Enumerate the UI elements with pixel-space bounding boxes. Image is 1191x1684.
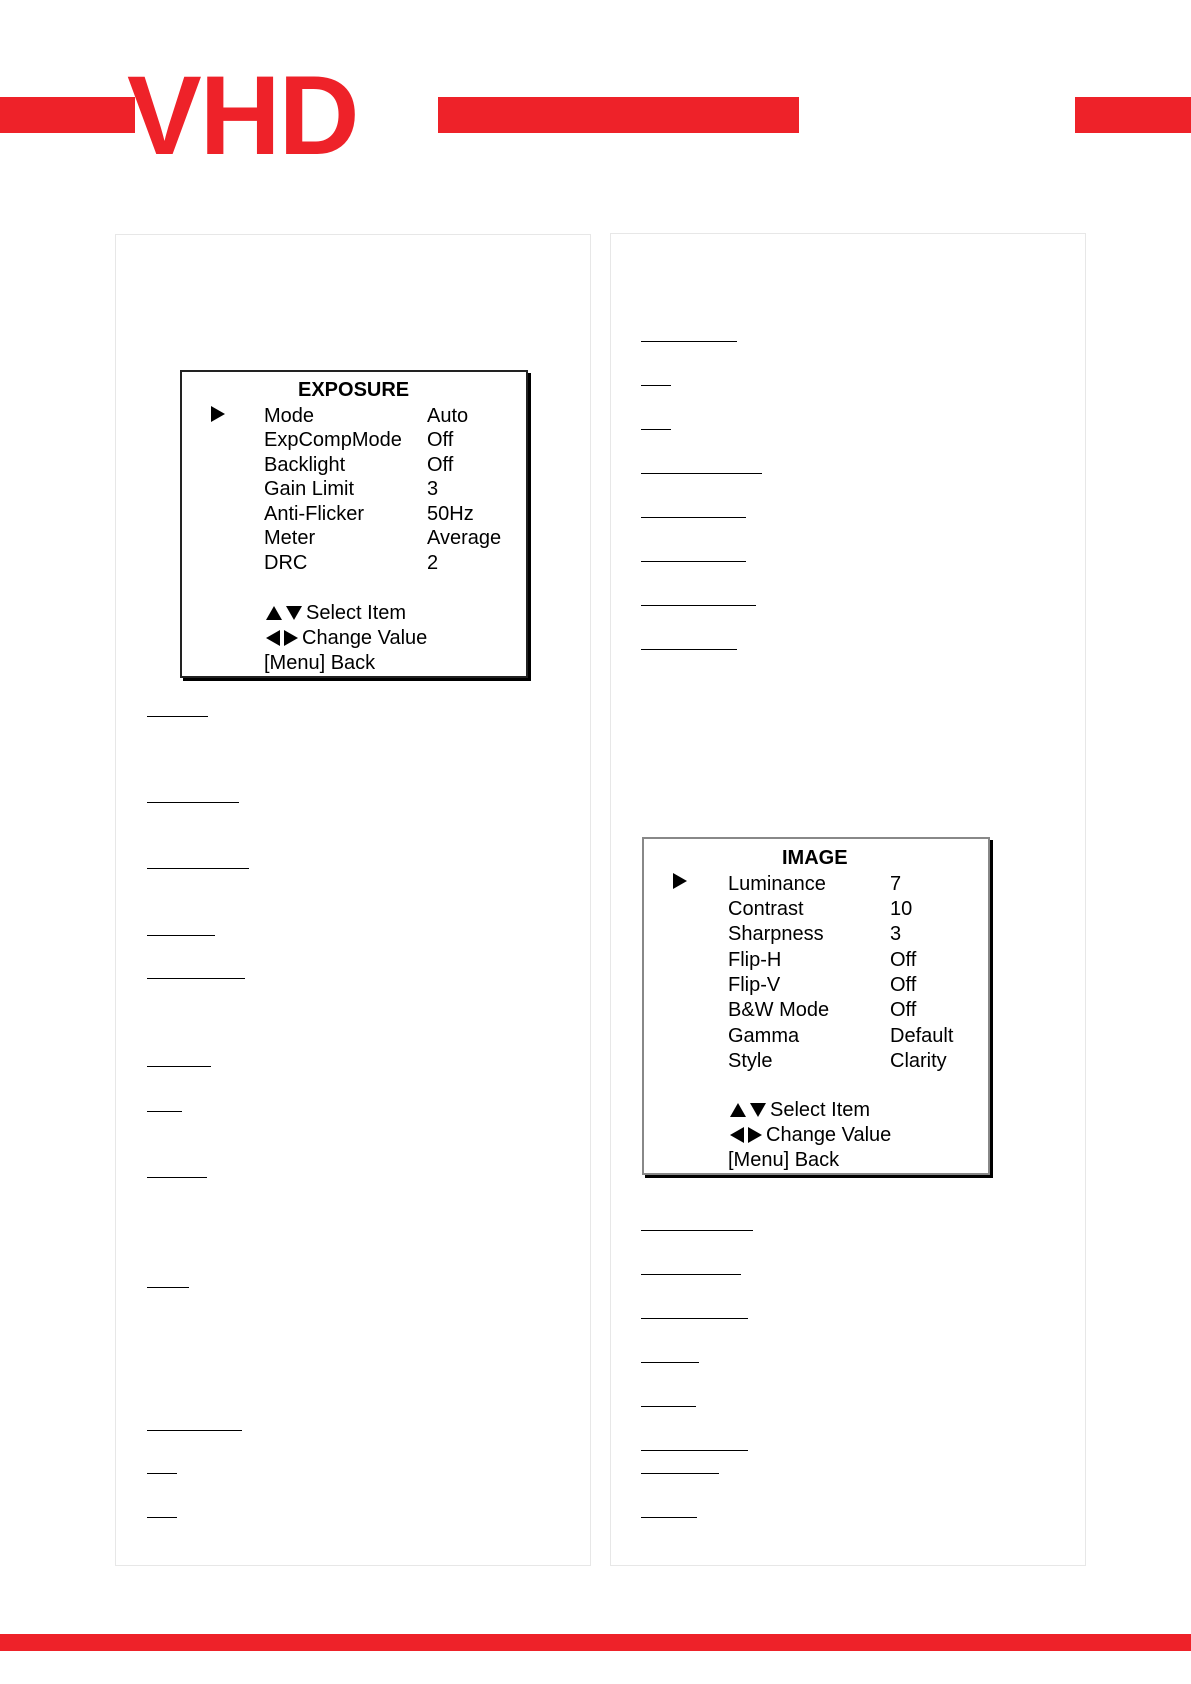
underline-mark [641,1274,741,1275]
underline-mark [641,1406,696,1407]
underline-mark [641,1450,748,1451]
underline-mark [147,1287,189,1288]
underline-mark [147,1066,211,1067]
underline-mark [147,868,249,869]
image-menu [642,837,990,1175]
underline-mark [641,649,737,650]
menu-item-label: Contrast [728,898,804,920]
hint-text: Select Item [770,1099,871,1121]
menu-item-label: Gamma [728,1025,800,1047]
back-hint: [Menu] Back [264,652,376,674]
menu-item-label: DRC [264,552,308,574]
arrow-left-icon [266,630,280,646]
arrow-left-icon [730,1127,744,1143]
hint-text: Change Value [302,627,428,649]
underline-mark [641,517,746,518]
menu-item-value: Default [890,1025,954,1047]
select-item-hint [266,602,406,624]
hint-text: Select Item [306,602,407,624]
menu-item-label: Flip-V [728,974,781,996]
menu-item-label: Mode [264,405,315,427]
arrow-up-icon [266,606,282,620]
underline-mark [641,1362,699,1363]
menu-item-label: B&W Mode [728,999,830,1021]
underline-mark [641,1473,719,1474]
underline-mark [147,802,239,803]
arrow-down-icon [286,606,302,620]
menu-item-value: Off [427,454,454,476]
menu-item-value: Off [890,974,917,996]
menu-item-label: Sharpness [728,923,824,945]
underline-mark [641,1230,753,1231]
underline-mark [147,1430,242,1431]
arrow-down-icon [750,1103,766,1117]
menu-item-value: Clarity [890,1050,947,1072]
menu-item-label: Meter [264,527,316,549]
menu-item-value: 3 [427,478,439,500]
menu-item-value: 10 [890,898,913,920]
underline-mark [147,1517,177,1518]
menu-item-value: 7 [890,873,902,895]
underline-mark [641,561,746,562]
underline-mark [147,1177,207,1178]
arrow-right-icon [748,1127,762,1143]
select-item-hint [730,1099,870,1121]
menu-item-label: Style [728,1050,773,1072]
exposure-menu [180,370,528,678]
menu-item-label: Luminance [728,873,826,895]
underline-mark [641,1318,748,1319]
underline-mark [147,1473,177,1474]
change-value-hint [730,1124,891,1146]
selection-pointer-icon [211,406,225,422]
underline-mark [641,385,671,386]
underline-mark [641,473,762,474]
menu-item-value: Off [890,949,917,971]
menu-item-value: 3 [890,923,902,945]
underline-mark [641,429,671,430]
vhd-logo: VHD [127,53,358,178]
menu-item-label: ExpCompMode [264,429,402,451]
change-value-hint [266,627,427,649]
back-hint: [Menu] Back [728,1149,840,1171]
menu-item-value: Off [427,429,454,451]
menu-item-label: Gain Limit [264,478,355,500]
menu-item-value: Auto [427,405,469,427]
menu-item-label: Anti-Flicker [264,503,365,525]
underline-mark [147,1111,182,1112]
underline-mark [147,716,208,717]
underline-mark [641,1517,697,1518]
exposure-menu-title: EXPOSURE [298,379,410,401]
hint-text: Change Value [766,1124,892,1146]
underline-mark [147,935,215,936]
header-bar-left [0,97,135,133]
footer-bar [0,1634,1191,1651]
underline-mark [641,605,756,606]
arrow-up-icon [730,1103,746,1117]
menu-item-label: Flip-H [728,949,782,971]
header-bar-right [1075,97,1191,133]
menu-item-value: Average [427,527,502,549]
image-menu-title: IMAGE [782,847,848,869]
menu-item-label: Backlight [264,454,346,476]
menu-item-value: 2 [427,552,439,574]
menu-item-value: 50Hz [427,503,474,525]
menu-item-value: Off [890,999,917,1021]
underline-mark [641,341,737,342]
selection-pointer-icon [673,873,687,889]
arrow-right-icon [284,630,298,646]
underline-mark [147,978,245,979]
header-bar-middle [438,97,799,133]
